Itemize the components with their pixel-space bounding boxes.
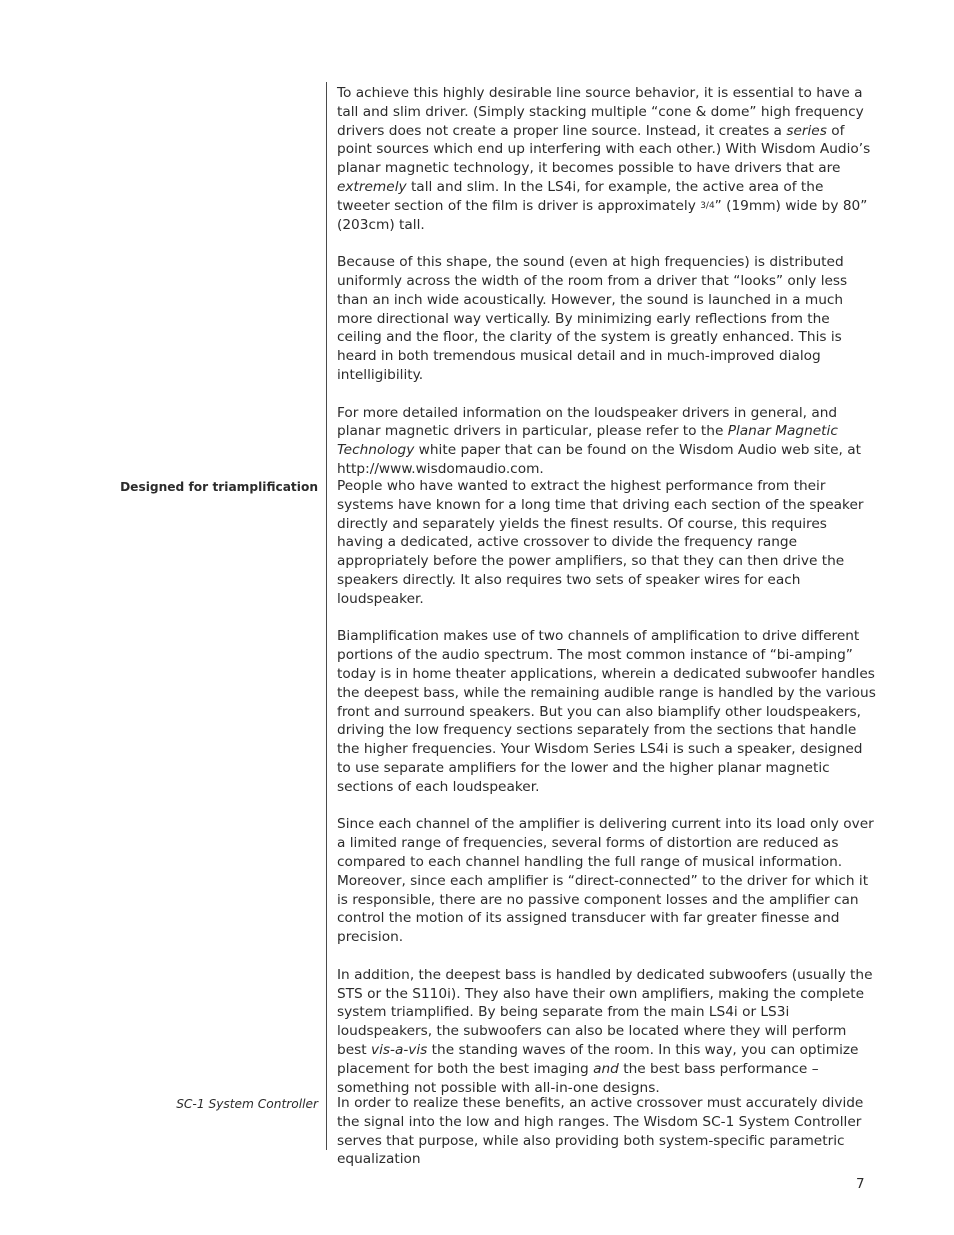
text-run: In addition, the deepest bass is handled by dedicated subwoofers (usually the STS or the S110i). They also have their own amplifiers, making the complete system triamplified. By being separate from the main LS4i or LS3i loudspeakers, the subwoofers can also be located where they will perform best [337, 966, 873, 1058]
emphasis-white-paper-title: Planar Magnetic Technology [337, 423, 838, 459]
emphasis-vis-a-vis: vis-a-vis [370, 1041, 428, 1058]
paragraph-distortion: Since each channel of the amplifier is delivering current into its load only over a limited range of frequencies, several forms of distortion are reduced as compared to each channel handling the full range of musical information. Moreover, since each amplifier is “direct-connected” to the driver for which it is responsible, there are no passive component losses and the amplifier can control the motion of its assigned transducer with far greater finesse and precision. [337, 816, 874, 946]
paragraph-subwoofers [337, 966, 877, 1098]
paragraph-shape: Because of this shape, the sound (even at high frequencies) is distributed uniformly across the width of the room from a driver that “looks” only less than an inch wide acoustically. However, the sound is launched in a much more directional way vertically. By minimizing early reflections from the ceiling and the floor, the clarity of the system is greatly enhanced. This is heard in both tremendous musical detail and in much-improved dialog intelligibility. [337, 254, 848, 383]
emphasis-and: and [593, 1060, 619, 1077]
text-run: tall and slim. In the LS4i, for example, the active area of the tweeter section of the film is driver is approximately [337, 178, 824, 214]
page-number: 7 [856, 1176, 865, 1192]
text-run: of point sources which end up interfering with each other.) With Wisdom Audio’s planar magnetic technology, it becomes possible to have drivers that are [337, 122, 871, 177]
emphasis-series: series [786, 122, 827, 139]
paragraph-line-source [337, 84, 877, 234]
fraction-three-quarters: 3/4 [700, 200, 715, 211]
paragraph-biamplification: Biamplification makes use of two channels of amplification to drive different portions of the audio spectrum. The most common instance of “bi-amping” today is in home theater applications, wherein a dedicated subwoofer handles the deepest bass, while the remaining audible range is handled by the various front and surround speakers. But you can also biamplify other loudspeakers, driving the low frequency sections separately from the sections that handle the higher frequencies. Your Wisdom Series LS4i is such a speaker, designed to use separate amplifiers for the lower and the higher planar magnetic sections of each loudspeaker. [337, 628, 876, 795]
text-run: the best bass performance – something not possible with all-in-one designs. [337, 1060, 819, 1096]
section-line-source [337, 84, 877, 479]
text-run: To achieve this highly desirable line source behavior, it is essential to have a tall and slim driver. (Simply stacking multiple “cone & dome” high frequency drivers does not create a proper line source. Instead, it creates a [337, 85, 864, 139]
paragraph-more-info [337, 404, 877, 479]
section-triamplification [337, 477, 877, 1097]
column-rule [326, 82, 327, 1150]
emphasis-extremely: extremely [337, 178, 407, 195]
text-run: the standing waves of the room. In this way, you can optimize placement for both the best imaging [337, 1041, 859, 1077]
section-sc1 [337, 1094, 877, 1169]
side-heading-triamplification: Designed for triamplification [120, 480, 318, 494]
paragraph-performance: People who have wanted to extract the highest performance from their systems have known for a long time that driving each section of the speaker directly and separately yields the finest results. Of course, this requires having a dedicated, active crossover to divide the frequency range appropriately before the power amplifiers, so that they can then drive the speakers directly. It also requires two sets of speaker wires for each loudspeaker. [337, 478, 864, 607]
side-heading-sc1: SC-1 System Controller [176, 1097, 318, 1111]
paragraph-sc1: In order to realize these benefits, an active crossover must accurately divide the signal into the low and high ranges. The Wisdom SC-1 System Controller serves that purpose, while also providing both system-specific parametric equalization [337, 1095, 864, 1168]
text-run: For more detailed information on the loudspeaker drivers in general, and planar magnetic drivers in particular, please refer to the [337, 404, 838, 440]
text-run: white paper that can be found on the Wisdom Audio web site, at http://www.wisdomaudio.com. [337, 442, 861, 477]
text-run: ” (19mm) wide by 80” (203cm) tall. [337, 197, 868, 233]
